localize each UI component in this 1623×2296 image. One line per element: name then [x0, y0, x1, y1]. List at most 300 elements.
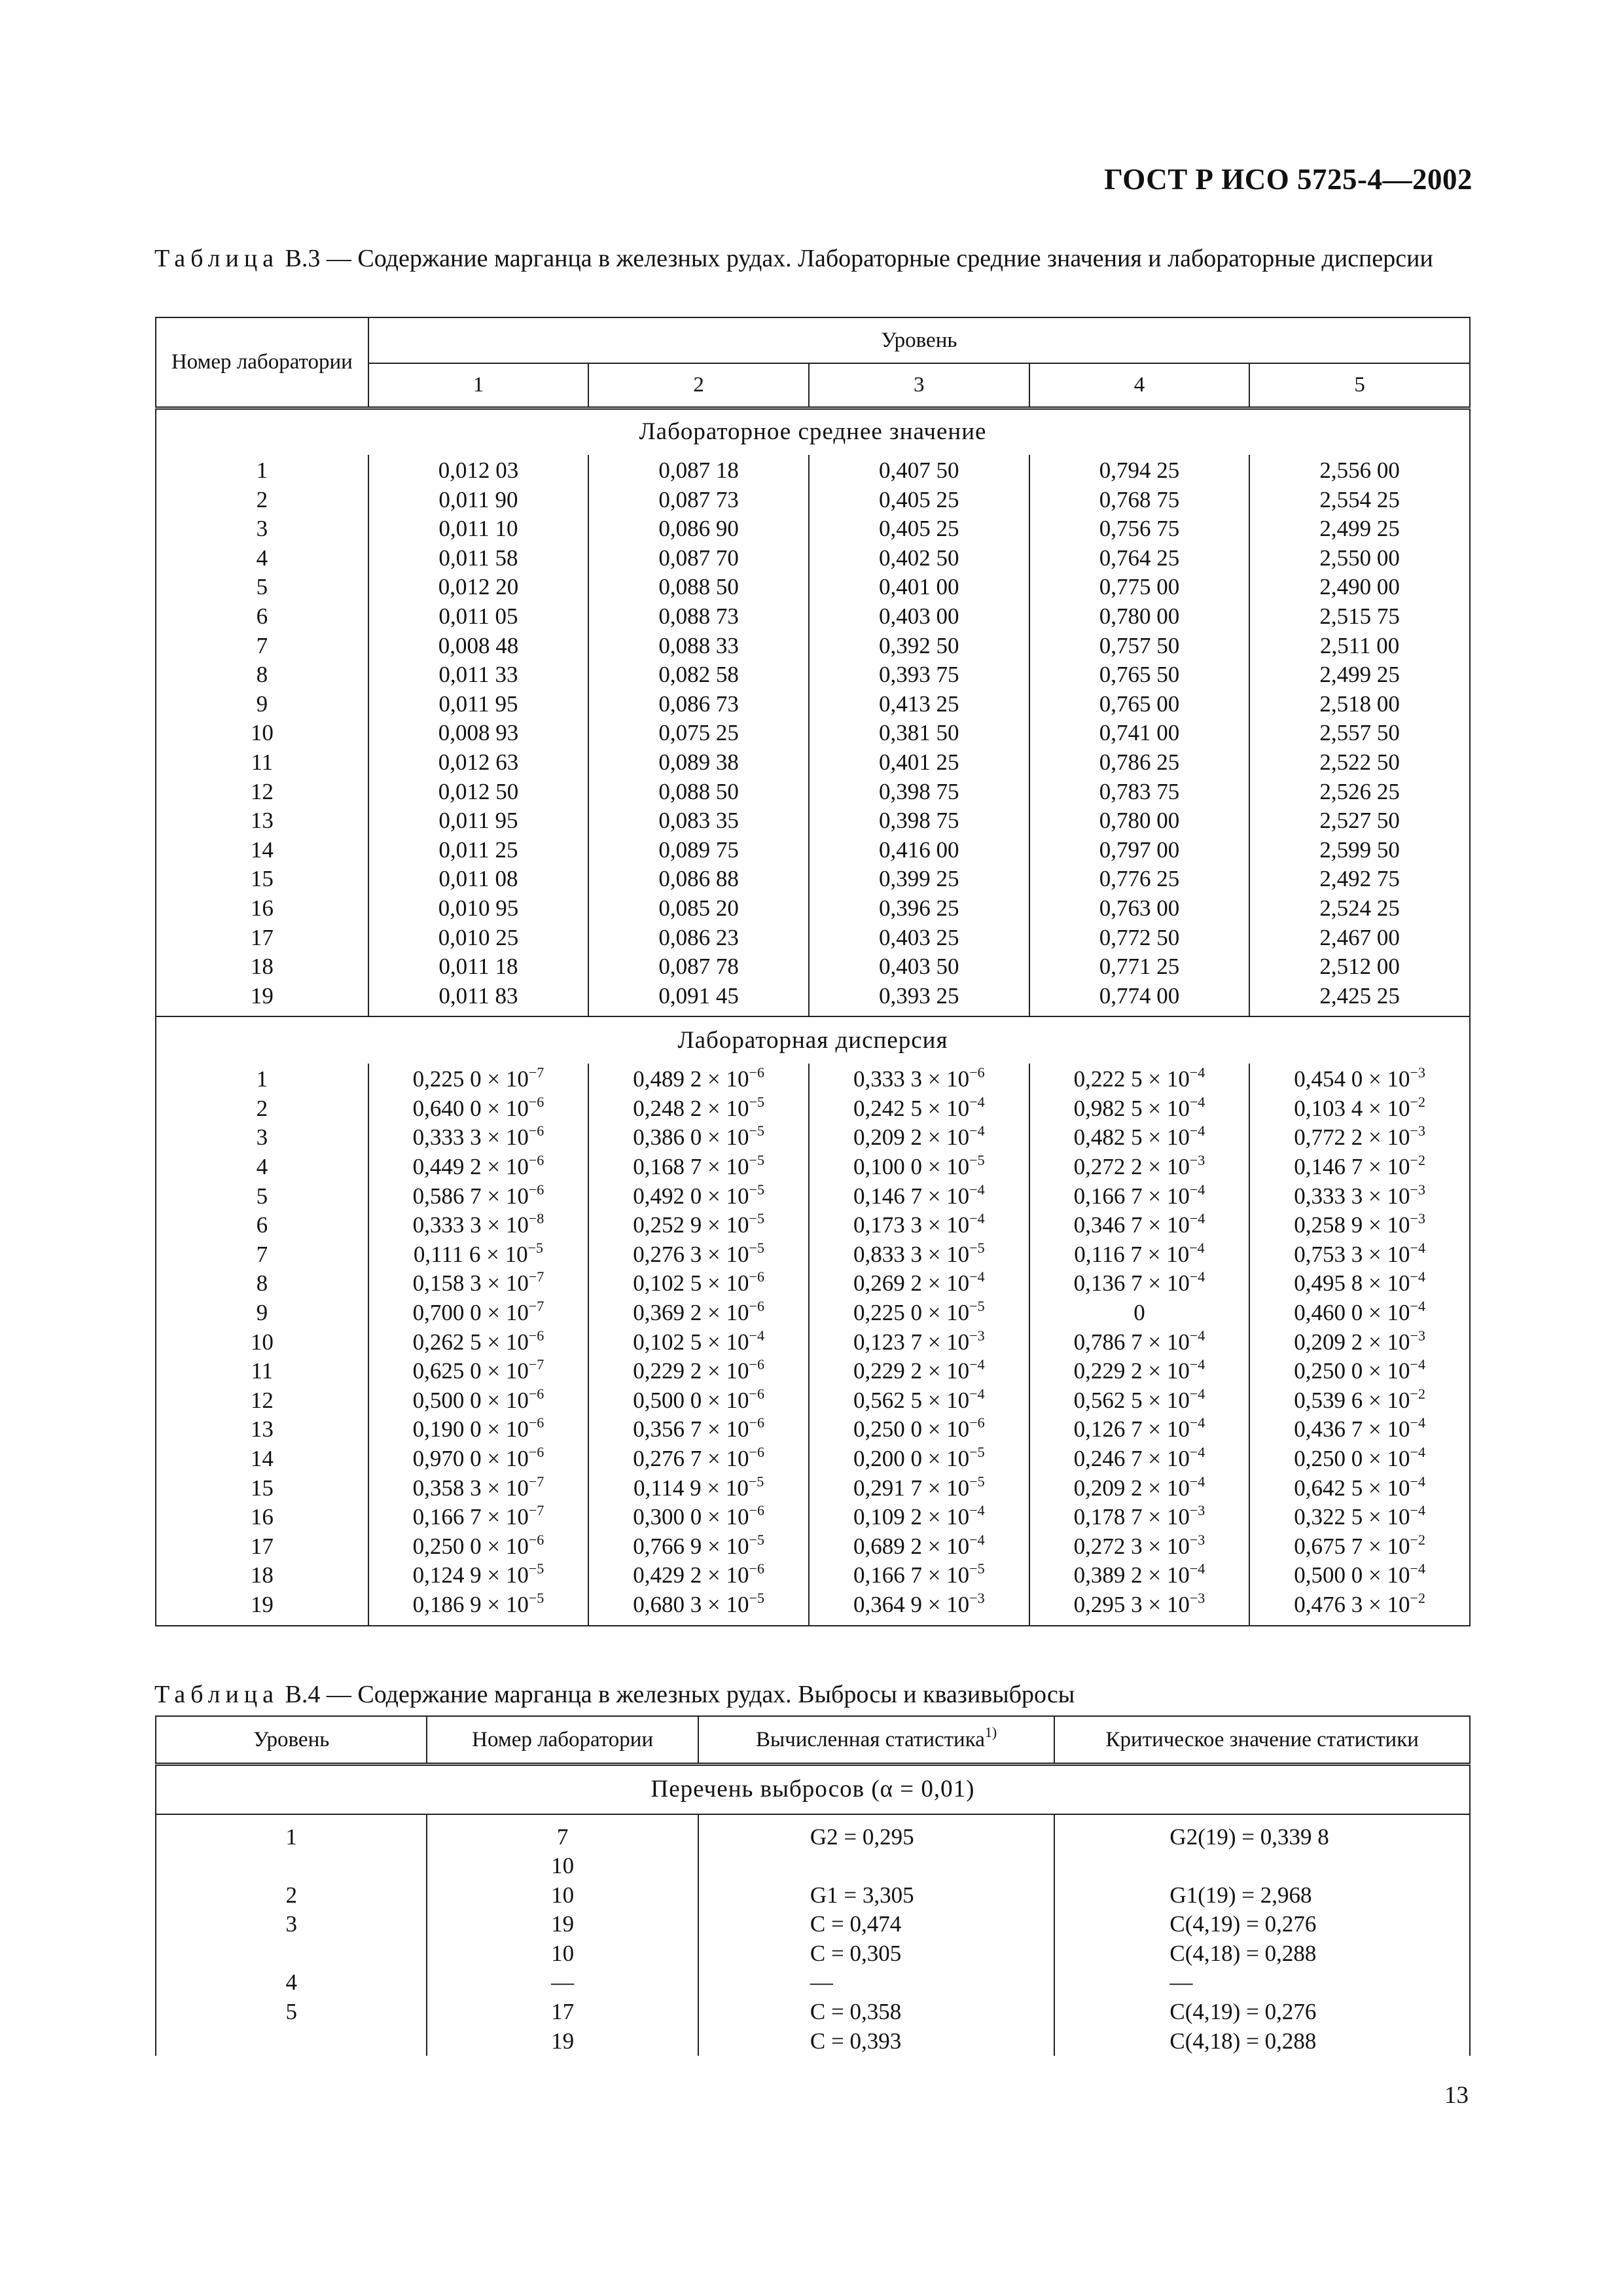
times-ten: × 10	[921, 1329, 970, 1355]
mean-value: 0,011 90	[438, 486, 518, 512]
mean-value: 0,765 00	[1099, 691, 1180, 717]
variance-exponent: −5	[749, 1122, 764, 1139]
times-ten: × 10	[481, 1329, 529, 1355]
mean-value: 0,775 00	[1099, 574, 1180, 600]
variance-exponent: −2	[1410, 1385, 1425, 1402]
times-ten: × 10	[702, 1212, 749, 1238]
variance-exponent: −4	[1410, 1502, 1425, 1519]
times-ten: × 10	[481, 1562, 529, 1588]
times-ten: × 10	[921, 1241, 970, 1267]
mean-value: 2,515 75	[1319, 603, 1400, 629]
lab-number: 15	[250, 1475, 274, 1501]
times-ten: × 10	[481, 1446, 529, 1471]
variance-mantissa: 0,250 0	[412, 1533, 482, 1559]
variance-mantissa: 0,209 2	[1294, 1329, 1363, 1355]
times-ten: × 10	[702, 1270, 749, 1297]
variance-mantissa: 0,386 0	[633, 1124, 702, 1151]
variance-value	[1030, 1474, 1249, 1503]
mean-level-2-values	[588, 455, 809, 1016]
times-ten: × 10	[702, 1504, 749, 1530]
mean-value: 0,091 45	[658, 982, 739, 1009]
mean-value: 0,011 10	[438, 516, 518, 542]
variance-value	[1250, 1503, 1469, 1532]
times-ten: × 10	[702, 1183, 749, 1209]
times-ten: × 10	[481, 1183, 529, 1209]
variance-exponent: −6	[528, 1327, 544, 1344]
lab-number: 14	[250, 1446, 274, 1471]
mean-value: 0,797 00	[1099, 836, 1180, 863]
variance-mantissa: 0,333 3	[1294, 1183, 1363, 1209]
variance-exponent: −6	[969, 1414, 985, 1431]
mean-value: 2,499 25	[1319, 516, 1400, 542]
b4-crit: G1(19) = 2,968	[1169, 1882, 1312, 1908]
mean-value: 0,401 25	[879, 749, 959, 775]
variance-value	[810, 1415, 1029, 1444]
variance-value	[1250, 1269, 1469, 1299]
b4-lab: 19	[551, 1911, 575, 1937]
mean-value: 0,011 33	[438, 662, 518, 688]
b4-stats-column	[698, 1814, 1055, 2056]
mean-value: 0,010 25	[438, 924, 519, 950]
mean-value: 0,757 50	[1099, 632, 1180, 658]
level-2-header: 2	[588, 363, 809, 408]
mean-value: 0,011 08	[438, 866, 518, 892]
mean-value: 2,467 00	[1319, 924, 1400, 950]
variance-mantissa: 0,482 5	[1073, 1124, 1143, 1151]
b4-level: 4	[285, 1969, 297, 1996]
variance-value	[369, 1123, 588, 1153]
times-ten: × 10	[1363, 1095, 1410, 1121]
lab-number: 3	[256, 516, 268, 542]
variance-mantissa: 0,250 0	[1294, 1358, 1363, 1384]
variance-mantissa: 0,168 7	[633, 1154, 702, 1180]
times-ten: × 10	[1142, 1212, 1190, 1238]
variance-value	[810, 1561, 1029, 1590]
mean-value: 0,774 00	[1099, 982, 1180, 1009]
variance-mantissa: 0,166 7	[1073, 1183, 1143, 1209]
mean-section-title: Лабораторное среднее значение	[156, 408, 1470, 455]
mean-value: 0,086 23	[658, 924, 739, 950]
times-ten: × 10	[1363, 1066, 1410, 1092]
variance-value	[1250, 1415, 1469, 1444]
variance-value	[810, 1444, 1029, 1474]
variance-mantissa: 0,640 0	[412, 1095, 482, 1121]
variance-exponent: −4	[1189, 1473, 1205, 1490]
mean-value: 0,768 75	[1099, 486, 1180, 512]
variance-mantissa: 0,500 0	[412, 1387, 482, 1413]
mean-value: 0,403 50	[879, 954, 959, 980]
variance-mantissa: 0,136 7	[1073, 1270, 1143, 1297]
mean-value: 0,011 95	[438, 691, 518, 717]
variance-mantissa: 0,252 9	[633, 1212, 702, 1238]
variance-value	[1250, 1094, 1469, 1124]
variance-exponent: −4	[1410, 1560, 1425, 1577]
times-ten: × 10	[702, 1446, 749, 1471]
mean-value: 2,512 00	[1319, 954, 1400, 980]
variance-mantissa: 0,250 0	[1294, 1446, 1363, 1471]
times-ten: × 10	[921, 1504, 970, 1530]
variance-exponent: −6	[528, 1444, 544, 1460]
times-ten: × 10	[1363, 1446, 1410, 1471]
times-ten: × 10	[702, 1562, 749, 1588]
variance-exponent: −3	[1189, 1531, 1205, 1548]
variance-level-5-values	[1249, 1064, 1470, 1625]
lab-number: 16	[250, 895, 274, 921]
variance-mantissa: 0,225 0	[853, 1300, 922, 1326]
mean-value: 2,522 50	[1319, 749, 1400, 775]
times-ten: × 10	[921, 1562, 970, 1588]
variance-value	[810, 1299, 1029, 1328]
variance-exponent: −4	[1189, 1122, 1205, 1139]
table-b4-caption-label: Таблица	[154, 1681, 279, 1708]
times-ten: × 10	[1142, 1475, 1190, 1501]
variance-value	[589, 1153, 808, 1182]
variance-mantissa: 0,500 0	[633, 1387, 702, 1413]
mean-value: 0,794 25	[1099, 457, 1180, 483]
variance-exponent: −3	[1189, 1589, 1205, 1606]
variance-value	[369, 1211, 588, 1240]
variance-exponent: −4	[969, 1502, 985, 1519]
variance-value	[589, 1269, 808, 1299]
b4-crits-column	[1054, 1814, 1470, 2056]
b4-lab: 17	[551, 1999, 575, 2025]
variance-value	[1250, 1474, 1469, 1503]
variance-mantissa: 0,333 3	[412, 1124, 482, 1151]
table-b3-caption	[154, 243, 1471, 274]
variance-mantissa: 0,460 0	[1294, 1300, 1363, 1326]
times-ten: × 10	[1142, 1154, 1190, 1180]
mean-value: 0,011 18	[438, 954, 518, 980]
times-ten: × 10	[1142, 1533, 1190, 1559]
variance-exponent: −7	[528, 1268, 544, 1285]
variance-value	[589, 1503, 808, 1532]
variance-exponent: −5	[749, 1093, 764, 1110]
variance-value	[1250, 1240, 1469, 1270]
variance-value	[1030, 1532, 1249, 1562]
lab-number: 13	[250, 808, 274, 834]
lab-number: 6	[256, 1212, 268, 1238]
variance-exponent: −4	[1189, 1414, 1205, 1431]
variance-mantissa: 0,586 7	[412, 1183, 482, 1209]
variance-mantissa: 0,454 0	[1294, 1066, 1363, 1092]
b4-lab: 19	[551, 2028, 575, 2054]
mean-level-4-values	[1029, 455, 1250, 1016]
b4-lab: —	[551, 1969, 575, 1996]
variance-mantissa: 0,146 7	[853, 1183, 922, 1209]
mean-value: 0,783 75	[1099, 778, 1180, 804]
times-ten: × 10	[702, 1591, 749, 1617]
b4-crit: C(4,18) = 0,288	[1169, 1940, 1317, 1966]
times-ten: × 10	[1142, 1124, 1190, 1151]
lab-number: 10	[250, 1329, 274, 1355]
times-ten: × 10	[481, 1504, 529, 1530]
variance-exponent: −5	[969, 1239, 985, 1256]
variance-mantissa: 0,229 2	[853, 1358, 922, 1384]
mean-value: 0,398 75	[879, 778, 959, 804]
mean-value: 0,405 25	[879, 516, 959, 542]
variance-value	[589, 1357, 808, 1386]
variance-exponent: −5	[749, 1239, 764, 1256]
lab-number: 3	[256, 1124, 268, 1151]
mean-value: 0,393 25	[879, 982, 959, 1009]
mean-value: 0,088 50	[658, 778, 739, 804]
mean-value: 0,012 03	[438, 457, 519, 483]
times-ten: × 10	[481, 1475, 529, 1501]
lab-number: 18	[250, 1562, 274, 1588]
mean-value: 0,402 50	[879, 545, 959, 571]
times-ten: × 10	[921, 1533, 970, 1559]
variance-value	[1030, 1386, 1249, 1416]
variance-mantissa: 0,369 2	[633, 1300, 702, 1326]
variance-mantissa: 0,333 3	[853, 1066, 922, 1092]
b4-level	[156, 1852, 426, 1881]
times-ten: × 10	[921, 1300, 970, 1326]
variance-value	[1030, 1444, 1249, 1474]
variance-mantissa: 0,680 3	[633, 1591, 702, 1617]
variance-exponent: −4	[969, 1385, 985, 1402]
mean-value: 0,088 73	[658, 603, 739, 629]
times-ten: × 10	[702, 1358, 749, 1384]
variance-value	[589, 1386, 808, 1416]
variance-value	[589, 1444, 808, 1474]
variance-mantissa: 0,495 8	[1294, 1270, 1363, 1297]
variance-value	[369, 1474, 588, 1503]
times-ten: × 10	[1363, 1270, 1410, 1297]
mean-value: 2,524 25	[1319, 895, 1400, 921]
mean-value: 2,554 25	[1319, 486, 1400, 512]
table-b4-caption	[154, 1679, 1471, 1710]
mean-value: 0,780 00	[1099, 603, 1180, 629]
times-ten: × 10	[481, 1416, 529, 1443]
variance-exponent: −4	[969, 1181, 985, 1198]
variance-value	[589, 1094, 808, 1124]
variance-value	[810, 1474, 1029, 1503]
b4-level: 5	[285, 1999, 297, 2025]
variance-mantissa: 0,625 0	[412, 1358, 482, 1384]
lab-number: 16	[250, 1504, 274, 1530]
variance-mantissa: 0,250 0	[853, 1416, 922, 1443]
times-ten: × 10	[1363, 1533, 1410, 1559]
variance-exponent: −3	[969, 1327, 985, 1344]
variance-exponent: −4	[1189, 1093, 1205, 1110]
times-ten: × 10	[921, 1066, 970, 1092]
variance-mantissa: 0,356 7	[633, 1416, 702, 1443]
b4-crit: —	[1169, 1969, 1193, 1996]
variance-exponent: −6	[749, 1268, 764, 1285]
variance-mantissa: 0,700 0	[412, 1300, 482, 1326]
variance-exponent: −6	[749, 1414, 764, 1431]
variance-exponent: −2	[1410, 1589, 1425, 1606]
b4-crit-header: Критическое значение статистики	[1054, 1716, 1470, 1765]
lab-number: 1	[256, 457, 268, 483]
times-ten: × 10	[1363, 1416, 1410, 1443]
lab-number: 1	[256, 1066, 268, 1092]
variance-exponent: −5	[749, 1181, 764, 1198]
lab-number: 19	[250, 1591, 274, 1617]
times-ten: × 10	[1363, 1241, 1410, 1267]
variance-exponent: −4	[969, 1210, 985, 1227]
variance-mantissa: 0,276 7	[633, 1446, 702, 1471]
times-ten: × 10	[1141, 1241, 1190, 1267]
variance-mantissa: 0,242 5	[853, 1095, 922, 1121]
mean-value: 0,416 00	[879, 836, 959, 863]
variance-exponent: −4	[1189, 1181, 1205, 1198]
lab-number-header: Номер лаборатории	[156, 317, 368, 408]
mean-value: 0,771 25	[1099, 954, 1180, 980]
variance-value	[369, 1561, 588, 1590]
variance-value	[589, 1532, 808, 1562]
variance-exponent: −4	[1410, 1268, 1425, 1285]
variance-exponent: −4	[1410, 1298, 1425, 1315]
variance-mantissa: 0,291 7	[853, 1475, 922, 1501]
variance-mantissa: 0,449 2	[412, 1154, 482, 1180]
b4-stat: C = 0,393	[810, 2028, 902, 2054]
mean-value: 0,401 00	[879, 574, 959, 600]
mean-value: 0,087 18	[658, 457, 739, 483]
variance-exponent: −4	[969, 1093, 985, 1110]
times-ten: × 10	[1363, 1591, 1410, 1617]
times-ten: × 10	[1363, 1387, 1410, 1413]
lab-number: 5	[256, 574, 268, 600]
variance-mantissa: 0,116 7	[1074, 1241, 1142, 1267]
variance-mantissa: 0,489 2	[633, 1066, 702, 1092]
variance-value	[1030, 1357, 1249, 1386]
variance-exponent: −5	[969, 1560, 985, 1577]
b4-stat: C = 0,358	[810, 1999, 902, 2025]
mean-value: 0,381 50	[879, 720, 959, 746]
mean-value: 0,780 00	[1099, 808, 1180, 834]
variance-mantissa: 0,262 5	[412, 1329, 482, 1355]
times-ten: × 10	[481, 1270, 529, 1297]
mean-value: 0,011 95	[438, 808, 518, 834]
variance-exponent: −3	[969, 1589, 985, 1606]
variance-value	[1250, 1299, 1469, 1328]
mean-value: 0,083 35	[658, 808, 739, 834]
b4-crit: C(4,19) = 0,276	[1169, 1911, 1317, 1937]
b4-stat-header: Вычисленная статистика$^{1)}$	[698, 1716, 1055, 1765]
variance-value	[369, 1532, 588, 1562]
b4-levels-column	[156, 1814, 427, 2056]
variance-exponent: −4	[749, 1327, 764, 1344]
variance-exponent: −4	[1410, 1473, 1425, 1490]
variance-mantissa: 0,276 3	[633, 1241, 702, 1267]
variance-value	[810, 1182, 1029, 1211]
variance-mantissa: 0,209 2	[853, 1124, 922, 1151]
variance-mantissa: 0,562 5	[1073, 1387, 1143, 1413]
mean-value: 0,405 25	[879, 486, 959, 512]
variance-mantissa: 0,436 7	[1294, 1416, 1363, 1443]
lab-number: 7	[256, 632, 268, 658]
variance-value	[1250, 1153, 1469, 1182]
table-b3-caption-text: — Содержание марганца в железных рудах. Лабораторные средние значения и лабораторные дисперсии	[320, 245, 1433, 272]
variance-exponent: −5	[527, 1239, 543, 1256]
variance-mantissa: 0,300 0	[633, 1504, 702, 1530]
variance-section-title: Лабораторная дисперсия	[156, 1016, 1470, 1064]
times-ten: × 10	[1142, 1066, 1190, 1092]
times-ten: × 10	[1142, 1183, 1190, 1209]
times-ten: × 10	[702, 1416, 749, 1443]
variance-exponent: −6	[528, 1152, 544, 1169]
lab-number: 4	[256, 545, 268, 571]
variance-exponent: −7	[528, 1356, 544, 1373]
variance-value	[589, 1590, 808, 1620]
times-ten: × 10	[702, 1387, 749, 1413]
variance-mantissa: 0,124 9	[412, 1562, 482, 1588]
variance-exponent: −4	[969, 1356, 985, 1373]
variance-mantissa: 0,272 2	[1073, 1154, 1143, 1180]
variance-exponent: −6	[528, 1122, 544, 1139]
lab-number: 5	[256, 1183, 268, 1209]
variance-mantissa: 0,675 7	[1294, 1533, 1363, 1559]
variance-value	[810, 1357, 1029, 1386]
level-header: Уровень	[368, 317, 1470, 363]
variance-mantissa: 0,246 7	[1073, 1446, 1143, 1471]
mean-value: 2,599 50	[1319, 836, 1400, 863]
mean-value: 0,008 93	[438, 720, 519, 746]
variance-mantissa: 0,102 5	[633, 1270, 702, 1297]
times-ten: × 10	[702, 1124, 749, 1151]
b4-crit	[1169, 1852, 1469, 1881]
variance-exponent: −4	[969, 1531, 985, 1548]
times-ten: × 10	[481, 1533, 529, 1559]
mean-value: 0,012 20	[438, 574, 519, 600]
variance-level-3-values	[809, 1064, 1029, 1625]
mean-value: 0,786 25	[1099, 749, 1180, 775]
mean-value: 0,403 00	[879, 603, 959, 629]
variance-mantissa: 0,258 9	[1294, 1212, 1363, 1238]
times-ten: × 10	[481, 1358, 529, 1384]
variance-mantissa: 0,123 7	[853, 1329, 922, 1355]
variance-mantissa: 0,346 7	[1073, 1212, 1143, 1238]
mean-value: 2,550 00	[1319, 545, 1400, 571]
lab-number: 17	[250, 1533, 274, 1559]
variance-value	[369, 1269, 588, 1299]
variance-value	[810, 1532, 1029, 1562]
mean-value: 2,425 25	[1319, 982, 1400, 1009]
variance-mantissa: 0,476 3	[1294, 1591, 1363, 1617]
times-ten: × 10	[921, 1387, 970, 1413]
variance-value	[1250, 1357, 1469, 1386]
times-ten: × 10	[481, 1066, 529, 1092]
times-ten: × 10	[921, 1358, 970, 1384]
level-3-header: 3	[809, 363, 1029, 408]
mean-value: 2,499 25	[1319, 662, 1400, 688]
variance-mantissa: 0,158 3	[412, 1270, 482, 1297]
times-ten: × 10	[921, 1591, 970, 1617]
variance-mantissa: 0,272 3	[1073, 1533, 1143, 1559]
variance-value	[369, 1182, 588, 1211]
level-5-header: 5	[1249, 363, 1470, 408]
mean-value: 2,511 00	[1320, 632, 1400, 658]
variance-value	[369, 1094, 588, 1124]
b4-stat: C = 0,305	[810, 1940, 902, 1966]
times-ten: × 10	[1142, 1387, 1190, 1413]
mean-value: 0,085 20	[658, 895, 739, 921]
variance-mantissa: 0,229 2	[633, 1358, 702, 1384]
variance-mantissa: 0,209 2	[1073, 1475, 1143, 1501]
variance-mantissa: 0,178 7	[1073, 1504, 1143, 1530]
mean-value: 0,756 75	[1099, 516, 1180, 542]
variance-mantissa: 0,200 0	[853, 1446, 922, 1471]
variance-value	[589, 1415, 808, 1444]
lab-number: 11	[251, 1358, 274, 1384]
mean-value: 0,012 50	[438, 778, 519, 804]
b4-stat: G1 = 3,305	[810, 1882, 914, 1908]
variance-exponent: −6	[749, 1298, 764, 1315]
mean-value: 0,011 83	[438, 982, 518, 1009]
times-ten: × 10	[921, 1270, 970, 1297]
b4-level: 2	[285, 1882, 297, 1908]
